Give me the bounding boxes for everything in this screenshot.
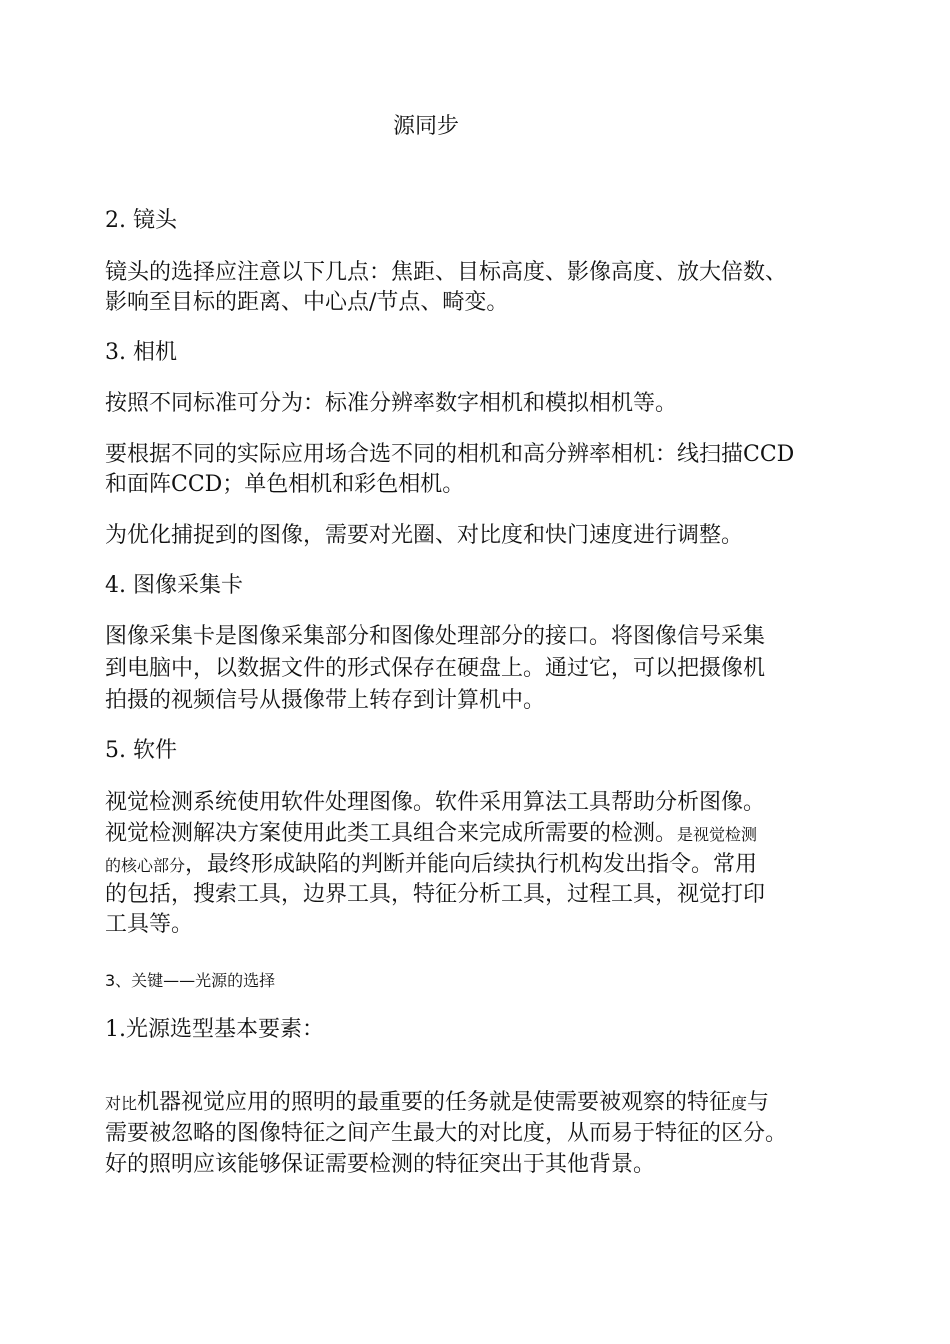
- section-heading-lens: 2. 镜头: [105, 208, 177, 233]
- section-heading-software: 5. 软件: [105, 738, 177, 763]
- software-paragraph-line-1: 视觉检测系统使用软件处理图像。软件采用算法工具帮助分析图像。: [105, 790, 766, 815]
- software-line-2-main: 视觉检测解决方案使用此类工具组合来完成所需要的检测。: [105, 821, 678, 846]
- section-heading-key-light-source: 3、关键——光源的选择: [105, 971, 276, 990]
- light-line-1-main: 机器视觉应用的照明的最重要的任务就是使需要被观察的特征: [137, 1090, 732, 1115]
- camera-paragraph-1: 按照不同标准可分为：标准分辨率数字相机和模拟相机等。: [105, 391, 678, 416]
- lens-paragraph-line-1: 镜头的选择应注意以下几点：焦距、目标高度、影像高度、放大倍数、: [105, 260, 788, 285]
- capture-paragraph-line-3: 拍摄的视频信号从摄像带上转存到计算机中。: [105, 688, 546, 713]
- subheading-light-source-elements: 1.光源选型基本要素：: [105, 1017, 324, 1042]
- lens-paragraph-line-2: 影响至目标的距离、中心点/节点、畸变。: [105, 290, 509, 315]
- section-heading-capture-card: 4. 图像采集卡: [105, 573, 243, 598]
- section-heading-camera: 3. 相机: [105, 340, 177, 365]
- software-line-3-small: 的核心部分: [105, 856, 186, 875]
- light-paragraph-line-2: 需要被忽略的图像特征之间产生最大的对比度，从而易于特征的区分。: [105, 1121, 788, 1146]
- software-paragraph-line-5: 工具等。: [105, 912, 194, 937]
- light-line-1-small-b: 度: [731, 1094, 748, 1113]
- camera-paragraph-2-line-1: 要根据不同的实际应用场合选不同的相机和高分辨率相机：线扫描CCD: [105, 442, 795, 467]
- light-paragraph-line-3: 好的照明应该能够保证需要检测的特征突出于其他背景。: [105, 1152, 656, 1177]
- page-title: 源同步: [393, 114, 460, 139]
- light-paragraph-line-1: [105, 1088, 769, 1119]
- capture-paragraph-line-2: 到电脑中，以数据文件的形式保存在硬盘上。通过它，可以把摄像机: [105, 656, 766, 681]
- light-line-1-end: 与: [747, 1090, 770, 1115]
- camera-paragraph-2-line-2: 和面阵CCD；单色相机和彩色相机。: [105, 472, 465, 497]
- software-line-3-main: ，最终形成缺陷的判断并能向后续执行机构发出指令。常用: [185, 852, 758, 877]
- camera-paragraph-3: 为优化捕捉到的图像，需要对光圈、对比度和快门速度进行调整。: [105, 523, 744, 548]
- capture-paragraph-line-1: 图像采集卡是图像采集部分和图像处理部分的接口。将图像信号采集: [105, 624, 766, 649]
- software-paragraph-line-2: [105, 819, 757, 850]
- software-paragraph-line-4: 的包括，搜索工具，边界工具，特征分析工具，过程工具，视觉打印: [105, 882, 766, 907]
- software-line-2-small: 是视觉检测: [677, 825, 758, 844]
- software-paragraph-line-3: [105, 850, 757, 881]
- light-line-1-small-a: 对比: [105, 1094, 138, 1113]
